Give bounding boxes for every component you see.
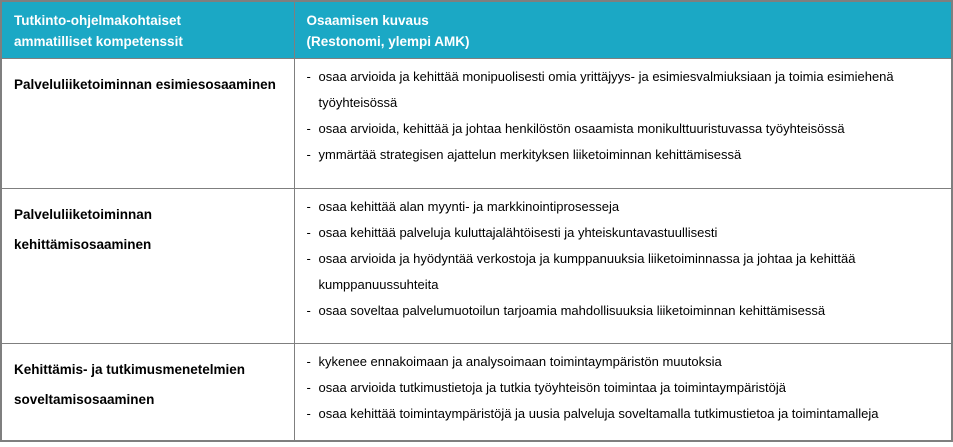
competence-cell	[1, 344, 294, 441]
bullet-dash: -	[306, 199, 311, 214]
header-line: Osaamisen kuvaus	[306, 13, 429, 28]
competence-title: Palveluliiketoiminnan kehittämisosaaminen	[14, 207, 153, 252]
bullet-item	[307, 194, 944, 220]
bullet-dash: -	[306, 147, 311, 162]
competence-cell	[1, 189, 294, 344]
bullet-item	[307, 142, 944, 168]
bullet-list	[307, 64, 944, 168]
header-row	[1, 1, 952, 59]
bullet-text: osaa arvioida tutkimustietoja ja tutkia työyhteisön toimintaa ja toimintaympäristöjä	[318, 380, 787, 395]
bullet-dash: -	[306, 354, 311, 369]
bullet-text: osaa kehittää toimintaympäristöjä ja uusia palveluja soveltamalla tutkimustietoa ja toimintamalleja	[318, 406, 879, 421]
description-cell	[294, 189, 952, 344]
description-cell	[294, 344, 952, 441]
bullet-list	[307, 349, 944, 427]
table-row	[1, 59, 952, 189]
bullet-item	[307, 298, 944, 324]
bullet-text: osaa arvioida ja hyödyntää verkostoja ja kumppanuuksia liiketoiminnassa ja johtaa ja kehittää kumppanuussuhteita	[318, 251, 856, 292]
bullet-text: osaa kehittää palveluja kuluttajalähtöisesti ja yhteiskuntavastuullisesti	[318, 225, 718, 240]
header-cell-description	[294, 1, 952, 59]
header-cell-competences	[1, 1, 294, 59]
bullet-list	[307, 194, 944, 324]
table-row	[1, 189, 952, 344]
bullet-dash: -	[306, 69, 311, 84]
bullet-text: ymmärtää strategisen ajattelun merkityksen liiketoiminnan kehittämisessä	[318, 147, 742, 162]
bullet-text: osaa arvioida ja kehittää monipuolisesti omia yrittäjyys- ja esimiesvalmiuksiaan ja toimia esimiehenä työyhteisössä	[318, 69, 894, 110]
bullet-item	[307, 116, 944, 142]
header-line: (Restonomi, ylempi AMK)	[306, 34, 470, 49]
bullet-text: osaa soveltaa palvelumuotoilun tarjoamia mahdollisuuksia liiketoiminnan kehittämisessä	[318, 303, 826, 318]
competence-title: Kehittämis- ja tutkimusmenetelmien soveltamisosaaminen	[14, 362, 246, 407]
description-cell	[294, 59, 952, 189]
bullet-text: osaa arvioida, kehittää ja johtaa henkilöstön osaamista monikulttuuristuvassa työyhteisössä	[318, 121, 845, 136]
bullet-dash: -	[306, 380, 311, 395]
header-line: ammatilliset kompetenssit	[14, 34, 183, 49]
bullet-item	[307, 375, 944, 401]
bullet-dash: -	[306, 303, 311, 318]
bullet-item	[307, 401, 944, 427]
bullet-item	[307, 64, 944, 116]
bullet-item	[307, 246, 944, 298]
bullet-item	[307, 349, 944, 375]
competence-title: Palveluliiketoiminnan esimiesosaaminen	[14, 77, 276, 92]
table-body	[1, 59, 952, 441]
table-row	[1, 344, 952, 441]
bullet-dash: -	[306, 251, 311, 266]
bullet-dash: -	[306, 225, 311, 240]
bullet-dash: -	[306, 406, 311, 421]
bullet-dash: -	[306, 121, 311, 136]
header-line: Tutkinto-ohjelmakohtaiset	[14, 13, 182, 28]
bullet-text: kykenee ennakoimaan ja analysoimaan toimintaympäristön muutoksia	[318, 354, 722, 369]
bullet-item	[307, 220, 944, 246]
competence-cell	[1, 59, 294, 189]
bullet-text: osaa kehittää alan myynti- ja markkinointiprosesseja	[318, 199, 620, 214]
